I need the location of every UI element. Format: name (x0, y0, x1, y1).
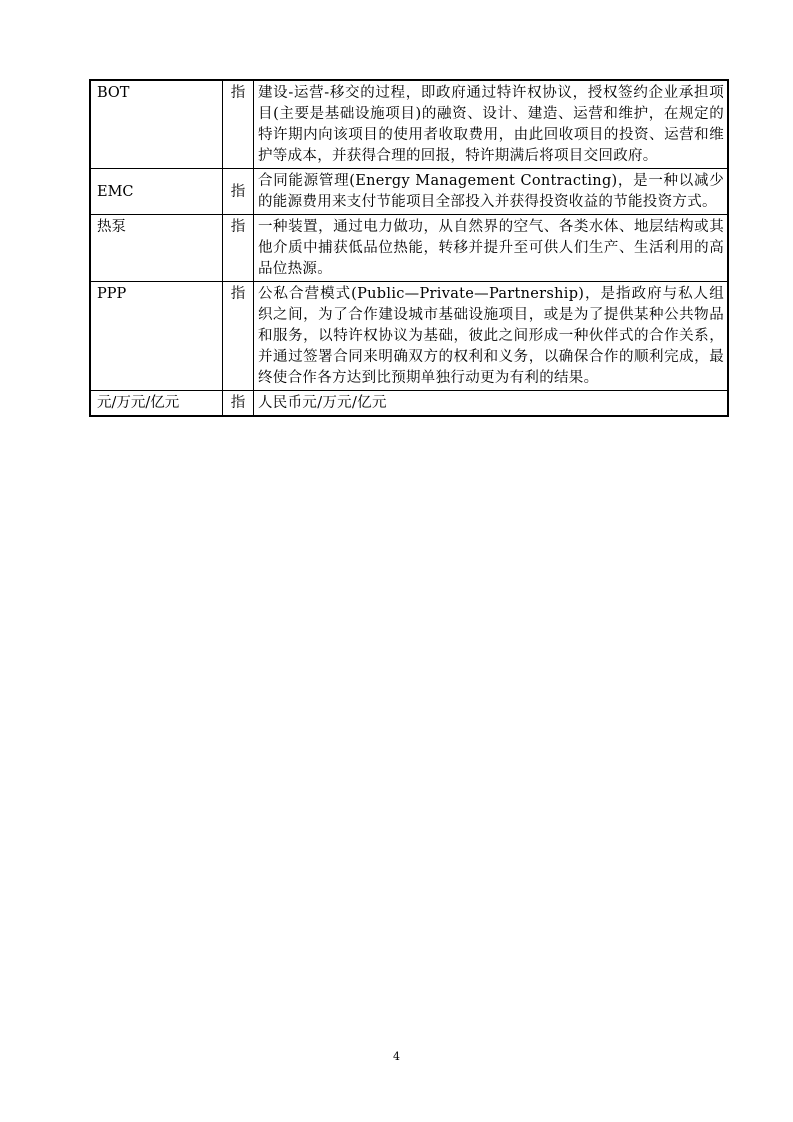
term-cell: EMC (90, 169, 223, 215)
term-cell: BOT (90, 80, 223, 169)
table-row (90, 169, 728, 215)
definition-cell: 人民币元/万元/亿元 (254, 391, 729, 417)
refers-to-cell: 指 (223, 80, 254, 169)
table-row (90, 80, 728, 169)
refers-to-cell: 指 (223, 282, 254, 391)
term-cell: 热泵 (90, 215, 223, 282)
definition-cell: 合同能源管理(Energy Management Contracting)，是一种以减少的能源费用来支付节能项目全部投入并获得投资收益的节能投资方式。 (254, 169, 729, 215)
definition-cell: 建设-运营-移交的过程，即政府通过特许权协议，授权签约企业承担项目(主要是基础设施项目)的融资、设计、建造、运营和维护，在规定的特许期内向该项目的使用者收取费用，由此回收项目的投资、运营和维护等成本，并获得合理的回报，特许期满后将项目交回政府。 (254, 80, 729, 169)
table-row (90, 215, 728, 282)
refers-to-cell: 指 (223, 169, 254, 215)
refers-to-cell: 指 (223, 391, 254, 417)
glossary-table (89, 79, 729, 417)
refers-to-cell: 指 (223, 215, 254, 282)
definition-cell: 一种装置，通过电力做功，从自然界的空气、各类水体、地层结构或其他介质中捕获低品位热能，转移并提升至可供人们生产、生活利用的高品位热源。 (254, 215, 729, 282)
definition-cell: 公私合营模式(Public—Private—Partnership)，是指政府与私人组织之间，为了合作建设城市基础设施项目，或是为了提供某种公共物品和服务，以特许权协议为基础，彼此之间形成一种伙伴式的合作关系，并通过签署合同来明确双方的权利和义务，以确保合作的顺利完成，最终使合作各方达到比预期单独行动更为有利的结果。 (254, 282, 729, 391)
page-number: 4 (393, 1050, 400, 1063)
table-row (90, 391, 728, 417)
term-cell: PPP (90, 282, 223, 391)
term-cell: 元/万元/亿元 (90, 391, 223, 417)
table-row (90, 282, 728, 391)
